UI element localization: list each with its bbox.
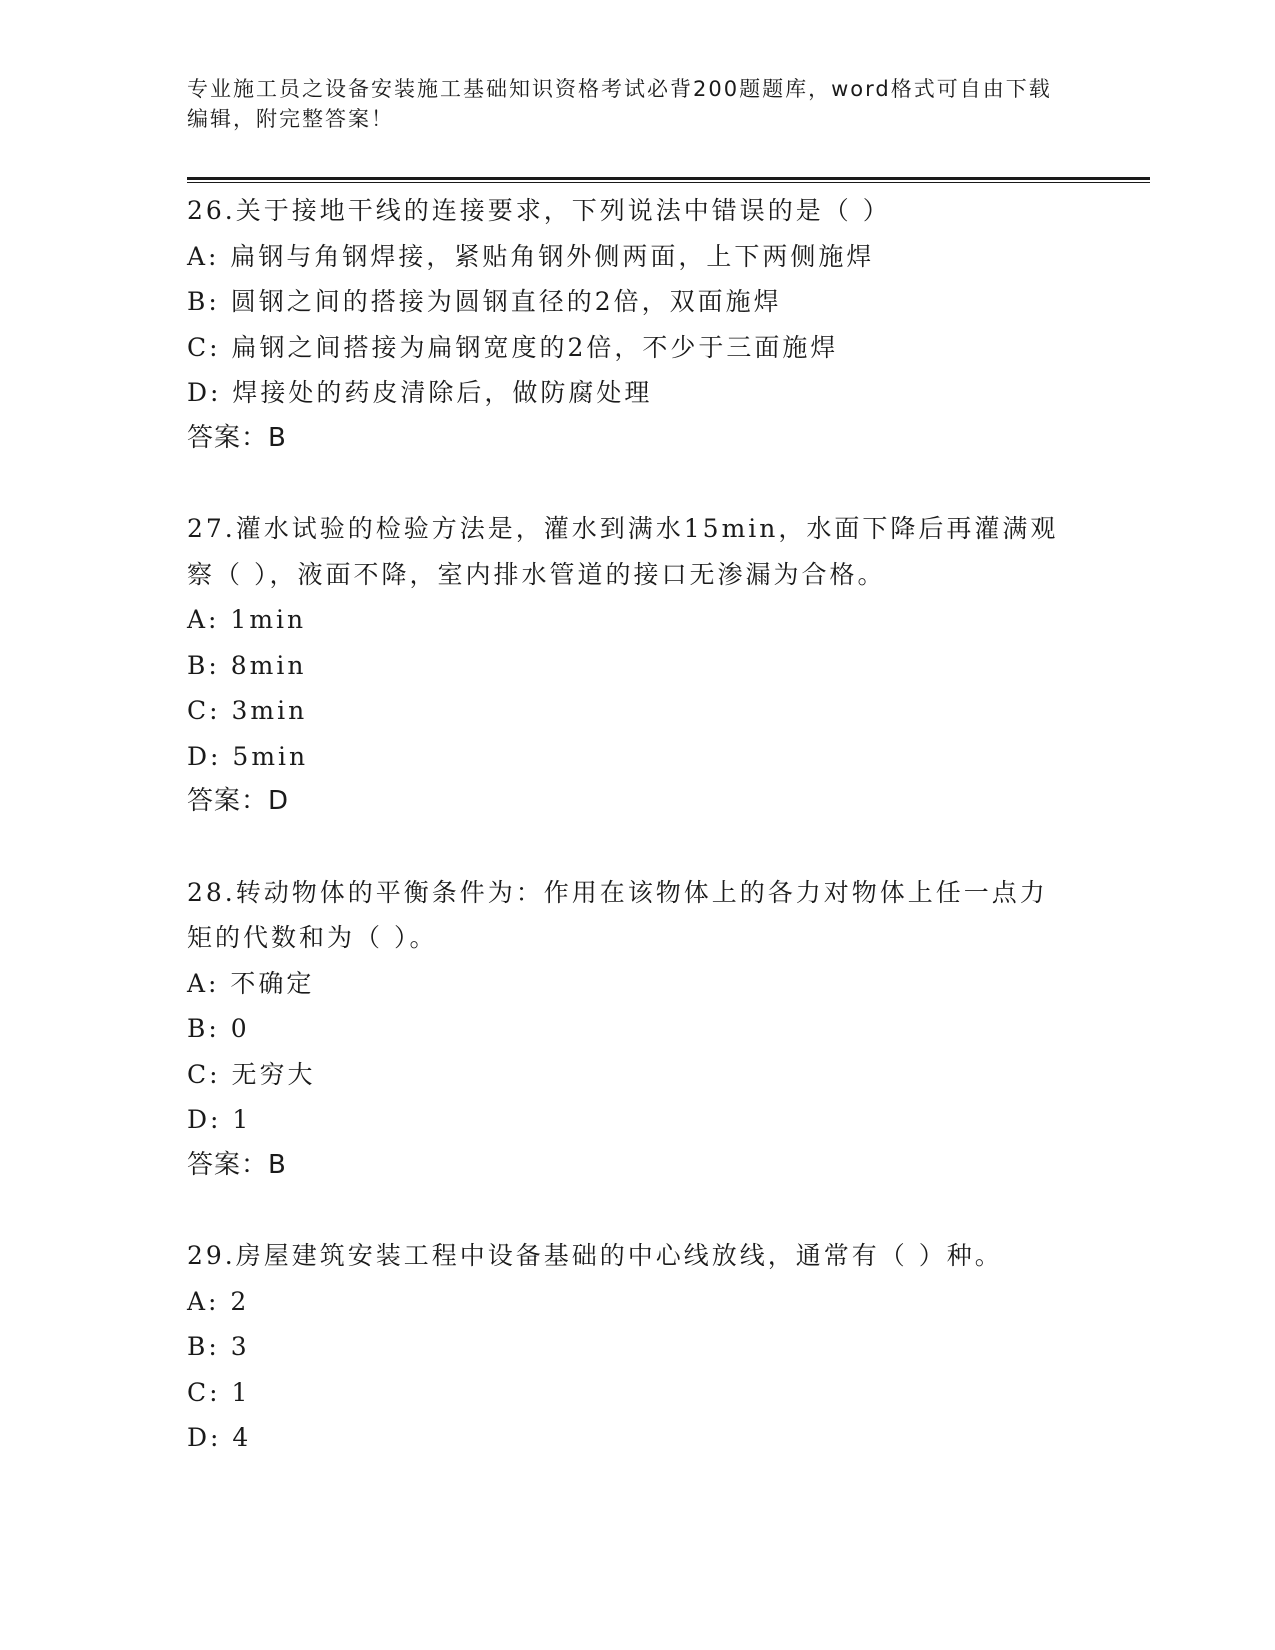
question-27 xyxy=(187,506,1087,825)
option-d: D: 焊接处的药皮清除后，做防腐处理 xyxy=(187,378,653,407)
option-d: D: 4 xyxy=(187,1423,252,1452)
option-d: D: 5min xyxy=(187,741,309,771)
option-c: C: 无穷大 xyxy=(187,1059,316,1089)
option-c: C: 3min xyxy=(187,696,308,725)
option-a: A: 扁钢与角钢焊接，紧贴角钢外侧两面，上下两侧施焊 xyxy=(187,241,875,271)
question-29 xyxy=(187,1233,1087,1461)
question-26 xyxy=(187,188,1087,461)
option-b: B: 8min xyxy=(187,650,307,680)
option-b: B: 0 xyxy=(187,1014,250,1043)
option-a: A: 不确定 xyxy=(187,968,315,998)
header-rule-thick xyxy=(187,177,1150,180)
question-stem: 26.关于接地干线的连接要求，下列说法中错误的是（ ） xyxy=(187,196,891,225)
header-rule-thin xyxy=(187,182,1150,183)
answer: 答案：B xyxy=(187,1149,287,1180)
question-stem: 29.房屋建筑安装工程中设备基础的中心线放线，通常有（ ）种。 xyxy=(187,1241,1003,1270)
answer: 答案：B xyxy=(187,422,287,453)
option-a: A: 2 xyxy=(187,1286,250,1316)
question-stem: 28.转动物体的平衡条件为：作用在该物体上的各力对物体上任一点力矩的代数和为（ ）。 xyxy=(187,877,1048,952)
option-b: B: 圆钢之间的搭接为圆钢直径的2倍，双面施焊 xyxy=(187,287,782,316)
answer: 答案：D xyxy=(187,786,290,816)
document-header: 专业施工员之设备安装施工基础知识资格考试必背200题题库，word格式可自由下载编辑，附完整答案！ xyxy=(187,77,1052,131)
option-d: D: 1 xyxy=(187,1105,252,1134)
option-c: C: 扁钢之间搭接为扁钢宽度的2倍，不少于三面施焊 xyxy=(187,332,839,362)
question-stem: 27.灌水试验的检验方法是，灌水到满水15min，水面下降后再灌满观察（ ），液面不降，室内排水管道的接口无渗漏为合格。 xyxy=(187,514,1059,589)
option-b: B: 3 xyxy=(187,1332,250,1361)
option-a: A: 1min xyxy=(187,605,307,634)
question-list xyxy=(187,188,1087,1506)
question-28 xyxy=(187,870,1087,1189)
option-c: C: 1 xyxy=(187,1377,251,1407)
